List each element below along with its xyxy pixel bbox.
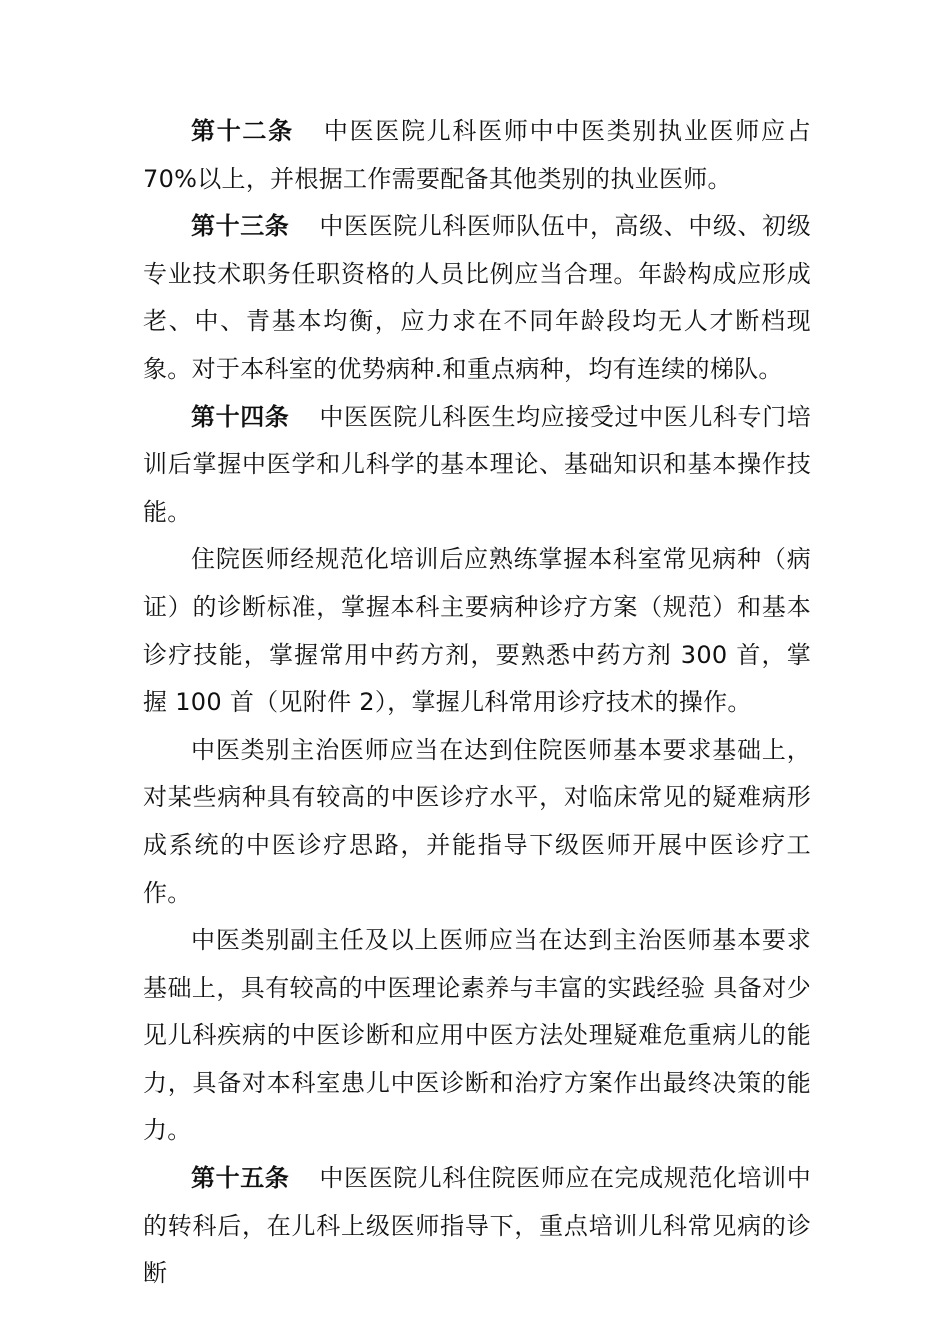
senior-physician-text: 中医类别副主任及以上医师应当在达到主治医师基本要求基础上，具有较高的中医理论素养与丰富的实践经验 具备对少见儿科疾病的中医诊断和应用中医方法处理疑难危重病儿的能力，具备对本科室患儿中医诊断和治疗方案作出最终决策的能力。 [143,926,811,1145]
article-15-label: 第十五条 [191,1164,290,1193]
article-12-text: 中医医院儿科医师中中医类别执业医师应占70%以上，并根据工作需要配备其他类别的执业医师。 [143,117,811,193]
article-15-paragraph [143,1155,811,1298]
attending-physician-text: 中医类别主治医师应当在达到住院医师基本要求基础上，对某些病种具有较高的中医诊疗水平，对临床常见的疑难病形成系统的中医诊疗思路，并能指导下级医师开展中医诊疗工作。 [143,735,811,907]
article-14-paragraph [143,394,811,537]
resident-physician-paragraph [143,536,811,726]
article-13-text: 中医医院儿科医师队伍中，高级、中级、初级专业技术职务任职资格的人员比例应当合理。年龄构成应形成老、中、青基本均衡，应力求在不同年龄段均无人才断档现象。对于本科室的优势病种.和重点病种，均有连续的梯队。 [143,212,812,383]
senior-physician-paragraph [143,917,811,1155]
article-12-label: 第十二条 [191,117,294,145]
resident-physician-text: 住院医师经规范化培训后应熟练掌握本科室常见病种（病证）的诊断标准，掌握本科主要病种诊疗方案（规范）和基本诊疗技能，掌握常用中药方剂，要熟悉中药方剂 300 首，掌握 100 首（见附件 2），掌握儿科常用诊疗技术的操作。 [143,545,811,717]
document-page [143,108,811,1298]
attending-physician-paragraph [143,727,811,917]
article-14-label: 第十四条 [191,402,290,431]
article-12-paragraph [143,108,811,203]
article-14-text: 中医医院儿科医生均应接受过中医儿科专门培训后掌握中医学和儿科学的基本理论、基础知识和基本操作技能。 [143,402,812,526]
article-13-label: 第十三条 [191,212,290,241]
article-15-text: 中医医院儿科住院医师应在完成规范化培训中的转科后，在儿科上级医师指导下，重点培训儿科常见病的诊断 [143,1164,812,1288]
article-13-paragraph [143,203,811,393]
